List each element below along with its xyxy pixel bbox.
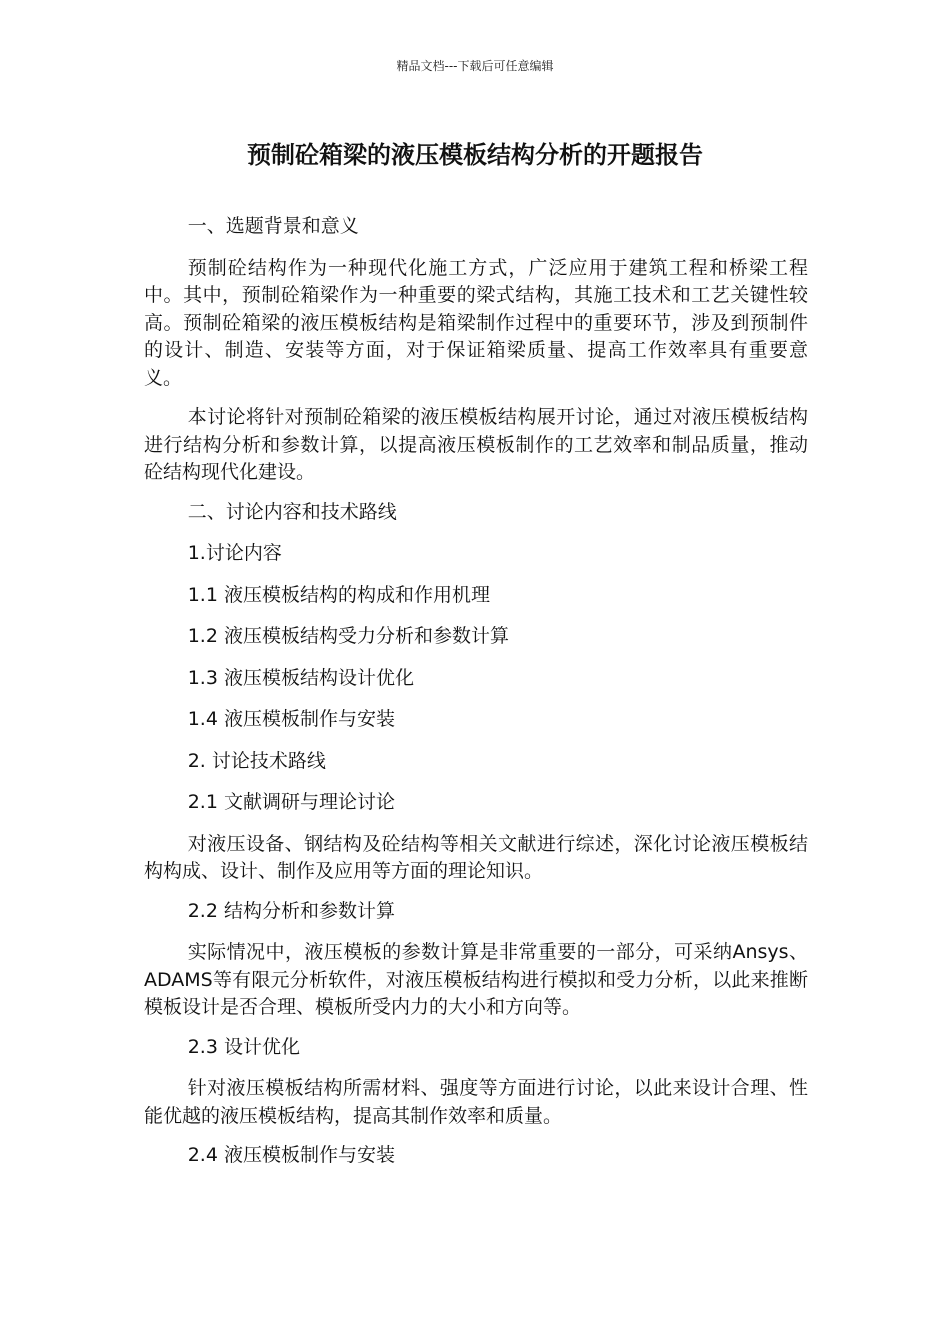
list-item-2-3: 2.3 设计优化 (187, 1035, 300, 1058)
list-item-1-1: 1.1 液压模板结构的构成和作用机理 (187, 583, 490, 606)
header-note: 精品文档---下载后可任意编辑 (396, 59, 554, 73)
subheading-route: 2. 讨论技术路线 (187, 749, 326, 772)
list-item-2-4: 2.4 液压模板制作与安装 (187, 1144, 395, 1166)
list-item-1-4: 1.4 液压模板制作与安装 (187, 708, 395, 730)
page-title: 预制砼箱梁的液压模板结构分析的开题报告 (247, 141, 703, 169)
subheading-content: 1.讨论内容 (187, 542, 282, 564)
document-body (144, 213, 808, 1184)
list-item-1-2: 1.2 液压模板结构受力分析和参数计算 (187, 625, 509, 647)
list-item-2-2: 2.2 结构分析和参数计算 (187, 899, 395, 922)
paragraph-background-1: 预制砼结构作为一种现代化施工方式，广泛应用于建筑工程和桥梁工程中。其中，预制砼箱梁作为一种重要的梁式结构，其施工技术和工艺关键性较高。预制砼箱梁的液压模板结构是箱梁制作过程中的重要环节，涉及到预制件的设计、制造、安装等方面，对于保证箱梁质量、提高工作效率具有重要意义。 (144, 256, 808, 389)
section-heading-content-route: 二、讨论内容和技术路线 (187, 500, 397, 523)
paragraph-background-2: 本讨论将针对预制砼箱梁的液压模板结构展开讨论，通过对液压模板结构进行结构分析和参数计算，以提高液压模板制作的工艺效率和制品质量，推动砼结构现代化建设。 (144, 406, 808, 483)
section-heading-background: 一、选题背景和意义 (187, 215, 359, 237)
paragraph-2-1: 对液压设备、钢结构及砼结构等相关文献进行综述，深化讨论液压模板结构构成、设计、制作及应用等方面的理论知识。 (144, 832, 808, 882)
paragraph-2-3: 针对液压模板结构所需材料、强度等方面进行讨论，以此来设计合理、性能优越的液压模板结构，提高其制作效率和质量。 (144, 1077, 808, 1127)
list-item-1-3: 1.3 液压模板结构设计优化 (187, 666, 414, 689)
paragraph-2-2: 实际情况中，液压模板的参数计算是非常重要的一部分，可采纳Ansys、ADAMS等有限元分析软件，对液压模板结构进行模拟和受力分析，以此来推断模板设计是否合理、模板所受内力的大小和方向等。 (144, 941, 808, 1018)
list-item-2-1: 2.1 文献调研与理论讨论 (187, 791, 395, 813)
